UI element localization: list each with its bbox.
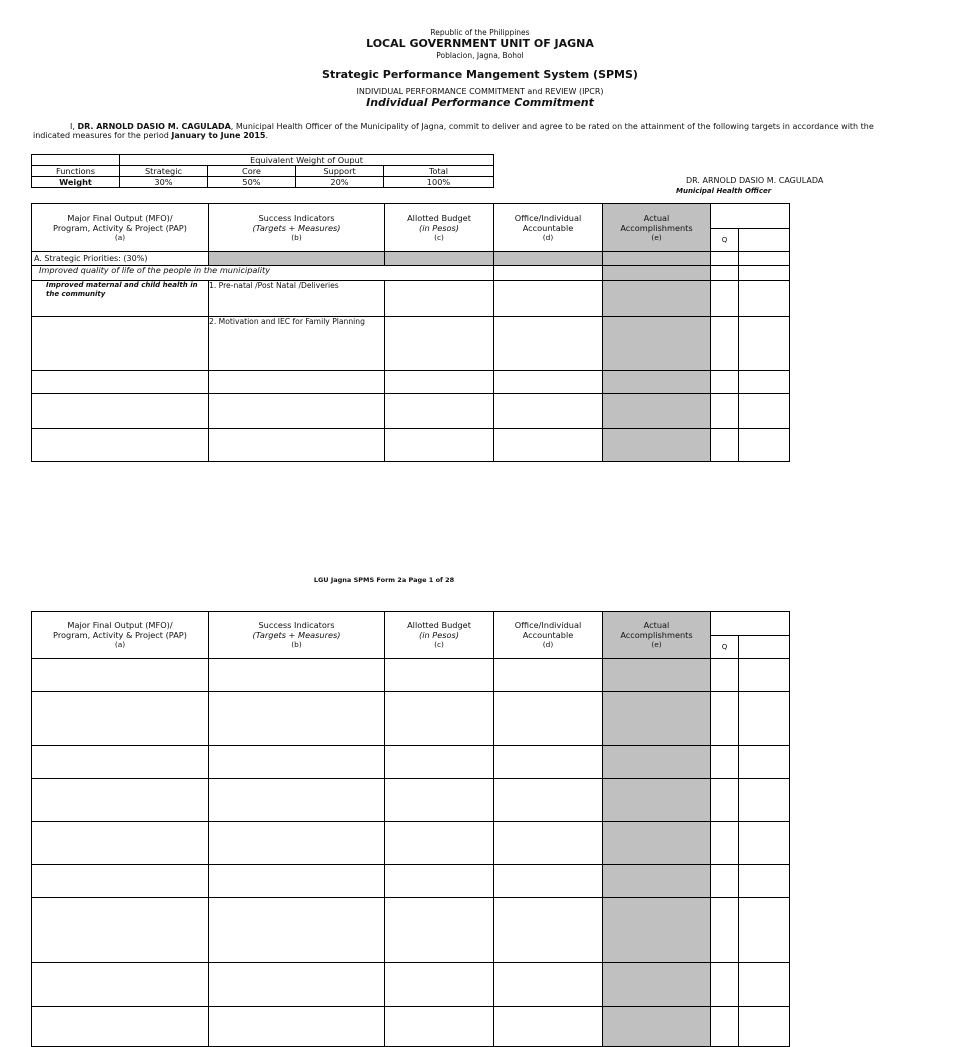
form-page-label: LGU Jagna SPMS Form 2a Page 1 of 28	[313, 576, 455, 584]
lgu-address: Poblacion, Jagna, Bohol	[436, 51, 524, 60]
office-cell[interactable]	[494, 1007, 603, 1047]
budget-cell[interactable]	[385, 317, 494, 371]
actual-cell[interactable]	[603, 963, 711, 1007]
header-office-accountable	[494, 612, 603, 659]
indicator-cell[interactable]	[209, 371, 385, 394]
goal-extra	[739, 266, 790, 281]
header-office-line1: Office/Individual	[514, 620, 582, 630]
weight-header-core: Core	[208, 166, 296, 177]
mfo-cell[interactable]	[32, 371, 209, 394]
header-q-rating: Q	[711, 229, 739, 252]
weight-table-title: Equivalent Weight of Ouput	[120, 155, 494, 166]
q-cell[interactable]	[711, 394, 739, 429]
header-mfo	[32, 204, 209, 252]
header-mfo-line2: Program, Activity & Project (PAP)	[53, 222, 187, 233]
budget-cell[interactable]	[385, 865, 494, 898]
header-office-line2: Accountable	[522, 630, 574, 640]
extra-cell	[739, 865, 790, 898]
header-actual-letter: (e)	[651, 640, 662, 649]
signatory-title: Municipal Health Officer	[676, 187, 772, 195]
extra-cell	[739, 394, 790, 429]
q-cell[interactable]	[711, 779, 739, 822]
header-office-letter: (d)	[542, 232, 554, 242]
table-row	[32, 394, 790, 429]
office-cell[interactable]	[494, 692, 603, 746]
extra-cell	[739, 822, 790, 865]
q-cell[interactable]	[711, 692, 739, 746]
ipcr-title: INDIVIDUAL PERFORMANCE COMMITMENT and REVIEW (IPCR)	[356, 87, 604, 96]
q-cell[interactable]	[711, 281, 739, 317]
header-mfo	[32, 612, 209, 659]
budget-cell[interactable]	[385, 429, 494, 462]
weight-header-strategic: Strategic	[120, 166, 208, 177]
actual-cell[interactable]	[603, 746, 711, 779]
header-mfo-line1: Major Final Output (MFO)/	[67, 212, 173, 223]
office-cell[interactable]	[494, 317, 603, 371]
mfo-cell[interactable]	[32, 429, 209, 462]
header-mfo-line1: Major Final Output (MFO)/	[67, 620, 173, 630]
officer-name: DR. ARNOLD DASIO M. CAGULADA	[77, 122, 231, 131]
header-actual-letter: (e)	[651, 232, 662, 242]
indicator-cell[interactable]	[209, 779, 385, 822]
mfo-cell[interactable]	[32, 898, 209, 963]
q-cell[interactable]	[711, 746, 739, 779]
table1-header-row	[32, 204, 790, 229]
header-office-accountable	[494, 204, 603, 252]
header-rating-group	[711, 204, 790, 229]
weight-table	[31, 154, 494, 188]
section-a-extra	[739, 252, 790, 266]
office-cell[interactable]	[494, 898, 603, 963]
actual-cell[interactable]	[603, 1007, 711, 1047]
header-si-letter: (b)	[291, 640, 302, 649]
office-cell[interactable]	[494, 746, 603, 779]
header-actual-accomplishments	[603, 612, 711, 659]
actual-cell[interactable]	[603, 394, 711, 429]
header-si-letter: (b)	[291, 232, 302, 242]
office-cell[interactable]	[494, 822, 603, 865]
actual-cell[interactable]	[603, 779, 711, 822]
commitment-statement	[70, 122, 874, 131]
section-a-label: A. Strategic Priorities: (30%)	[32, 252, 209, 266]
header-si-line1: Success Indicators	[258, 620, 335, 630]
weight-header-total: Total	[384, 166, 494, 177]
mfo-cell[interactable]	[32, 659, 209, 692]
indicator-cell[interactable]	[209, 394, 385, 429]
extra-cell	[739, 317, 790, 371]
weight-row-label: Weight	[32, 177, 120, 188]
section-a-fill	[385, 252, 494, 266]
mfo-cell[interactable]	[32, 317, 209, 371]
budget-cell[interactable]	[385, 281, 494, 317]
office-cell[interactable]	[494, 429, 603, 462]
office-cell[interactable]	[494, 394, 603, 429]
header-q-rating: Q	[711, 636, 739, 659]
extra-cell	[739, 1007, 790, 1047]
budget-cell[interactable]	[385, 822, 494, 865]
section-a-fill	[209, 252, 385, 266]
mfo-cell[interactable]	[32, 692, 209, 746]
table-row	[32, 963, 790, 1007]
office-cell[interactable]	[494, 865, 603, 898]
indicator-family-planning: 2. Motivation and IEC for Family Planning	[209, 317, 385, 371]
table-row	[32, 281, 790, 317]
header-office-letter: (d)	[542, 640, 554, 649]
table-row	[32, 898, 790, 963]
weight-total: 100%	[384, 177, 494, 188]
header-si-line2: (Targets + Measures)	[252, 222, 341, 233]
weight-header-support: Support	[296, 166, 384, 177]
indicator-prenatal: 1. Pre-natal /Post Natal /Deliveries	[209, 281, 385, 317]
q-cell[interactable]	[711, 898, 739, 963]
budget-cell[interactable]	[385, 898, 494, 963]
lgu-name: LOCAL GOVERNMENT UNIT OF JAGNA	[366, 37, 594, 50]
actual-cell[interactable]	[603, 898, 711, 963]
actual-cell[interactable]	[603, 822, 711, 865]
republic-line: Republic of the Philippines	[430, 28, 530, 37]
header-budget-line1: Allotted Budget	[407, 212, 471, 223]
header-si-line1: Success Indicators	[258, 212, 335, 223]
office-cell[interactable]	[494, 281, 603, 317]
header-budget-letter: (c)	[434, 640, 444, 649]
office-cell[interactable]	[494, 779, 603, 822]
header-rating-group	[711, 612, 790, 636]
table-row	[32, 317, 790, 371]
budget-cell[interactable]	[385, 963, 494, 1007]
budget-cell[interactable]	[385, 659, 494, 692]
extra-cell	[739, 281, 790, 317]
indicator-cell[interactable]	[209, 659, 385, 692]
header-si-line2: (Targets + Measures)	[252, 630, 341, 640]
mfo-maternal-child-health: Improved maternal and child health in the community	[32, 281, 209, 317]
mfo-cell[interactable]	[32, 822, 209, 865]
header-budget-line2: (in Pesos)	[419, 222, 459, 233]
period: January to June 2015	[171, 131, 266, 140]
table-row	[32, 822, 790, 865]
mfo-cell[interactable]	[32, 1007, 209, 1047]
budget-cell[interactable]	[385, 371, 494, 394]
weight-strategic: 30%	[120, 177, 208, 188]
actual-cell[interactable]	[603, 429, 711, 462]
actual-cell[interactable]	[603, 659, 711, 692]
mfo-cell[interactable]	[32, 865, 209, 898]
header-actual-line2: Accomplishments	[620, 630, 693, 640]
header-office-line2: Accountable	[522, 222, 574, 233]
statement-line2-suffix: .	[265, 131, 269, 140]
goal-row	[32, 266, 790, 281]
commitment-title: Individual Performance Commitment	[366, 96, 594, 109]
indicator-cell[interactable]	[209, 1007, 385, 1047]
budget-cell[interactable]	[385, 394, 494, 429]
budget-cell[interactable]	[385, 746, 494, 779]
header-budget-letter: (c)	[434, 232, 444, 242]
actual-cell[interactable]	[603, 281, 711, 317]
extra-cell	[739, 659, 790, 692]
extra-cell	[739, 429, 790, 462]
table-row	[32, 1007, 790, 1047]
signatory-name: DR. ARNOLD DASIO M. CAGULADA	[686, 176, 824, 185]
header-actual-line1: Actual	[643, 212, 670, 223]
mfo-cell[interactable]	[32, 394, 209, 429]
q-cell[interactable]	[711, 1007, 739, 1047]
ipcr-table-2	[31, 611, 790, 1047]
section-a-row	[32, 252, 790, 266]
indicator-cell[interactable]	[209, 898, 385, 963]
extra-cell	[739, 963, 790, 1007]
q-cell[interactable]	[711, 822, 739, 865]
goal-label: Improved quality of life of the people in the municipality	[32, 266, 494, 281]
goal-q	[711, 266, 739, 281]
header-allotted-budget	[385, 204, 494, 252]
actual-cell[interactable]	[603, 317, 711, 371]
section-a-fill	[494, 252, 603, 266]
q-cell[interactable]	[711, 317, 739, 371]
office-cell[interactable]	[494, 371, 603, 394]
header-budget-line2: (in Pesos)	[419, 630, 459, 640]
header-success-indicators	[209, 204, 385, 252]
table-row	[32, 865, 790, 898]
header-mfo-letter: (a)	[114, 640, 126, 649]
table-row	[32, 779, 790, 822]
indicator-cell[interactable]	[209, 963, 385, 1007]
header-actual-line1: Actual	[643, 620, 670, 630]
header-mfo-line2: Program, Activity & Project (PAP)	[53, 630, 187, 640]
table-row	[32, 429, 790, 462]
weight-table-blank	[32, 155, 120, 166]
statement-prefix: I,	[70, 122, 78, 131]
indicator-cell[interactable]	[209, 692, 385, 746]
section-a-q	[711, 252, 739, 266]
indicator-cell[interactable]	[209, 865, 385, 898]
extra-cell	[739, 692, 790, 746]
weight-support: 20%	[296, 177, 384, 188]
system-title: Strategic Performance Mangement System (SPMS)	[322, 68, 638, 81]
table-row	[32, 659, 790, 692]
header-success-indicators	[209, 612, 385, 659]
q-cell[interactable]	[711, 963, 739, 1007]
indicator-cell[interactable]	[209, 746, 385, 779]
indicator-cell[interactable]	[209, 429, 385, 462]
budget-cell[interactable]	[385, 692, 494, 746]
budget-cell[interactable]	[385, 1007, 494, 1047]
header-budget-line1: Allotted Budget	[407, 620, 471, 630]
q-cell[interactable]	[711, 371, 739, 394]
table-row	[32, 692, 790, 746]
q-cell[interactable]	[711, 659, 739, 692]
weight-value-row	[32, 177, 494, 188]
mfo-cell[interactable]	[32, 963, 209, 1007]
goal-actual	[603, 266, 711, 281]
statement-line2-prefix: indicated measures for the period	[33, 131, 172, 140]
extra-cell	[739, 779, 790, 822]
ipcr-table-1	[31, 203, 790, 462]
weight-header-row	[32, 166, 494, 177]
table-row	[32, 746, 790, 779]
goal-office	[494, 266, 603, 281]
header-actual-line2: Accomplishments	[620, 222, 693, 233]
weight-core: 50%	[208, 177, 296, 188]
indicator-cell[interactable]	[209, 822, 385, 865]
table-row	[32, 371, 790, 394]
section-a-fill	[603, 252, 711, 266]
q-cell[interactable]	[711, 429, 739, 462]
office-cell[interactable]	[494, 659, 603, 692]
header-office-line1: Office/Individual	[514, 212, 582, 223]
extra-cell	[739, 898, 790, 963]
actual-cell[interactable]	[603, 371, 711, 394]
table2-header-row	[32, 612, 790, 636]
header-mfo-letter: (a)	[114, 232, 126, 242]
header-rating-extra	[739, 636, 790, 659]
mfo-cell[interactable]	[32, 746, 209, 779]
header-allotted-budget	[385, 612, 494, 659]
actual-cell[interactable]	[603, 692, 711, 746]
budget-cell[interactable]	[385, 779, 494, 822]
office-cell[interactable]	[494, 963, 603, 1007]
q-cell[interactable]	[711, 865, 739, 898]
commitment-statement-line2	[33, 131, 268, 140]
statement-body: , Municipal Health Officer of the Municipality of Jagna, commit to deliver and agree to be rated on the attainment of the following targets in accordance with the	[230, 122, 874, 131]
mfo-cell[interactable]	[32, 779, 209, 822]
actual-cell[interactable]	[603, 865, 711, 898]
header-actual-accomplishments	[603, 204, 711, 252]
header-rating-extra	[739, 229, 790, 252]
extra-cell	[739, 371, 790, 394]
weight-header-functions: Functions	[32, 166, 120, 177]
extra-cell	[739, 746, 790, 779]
